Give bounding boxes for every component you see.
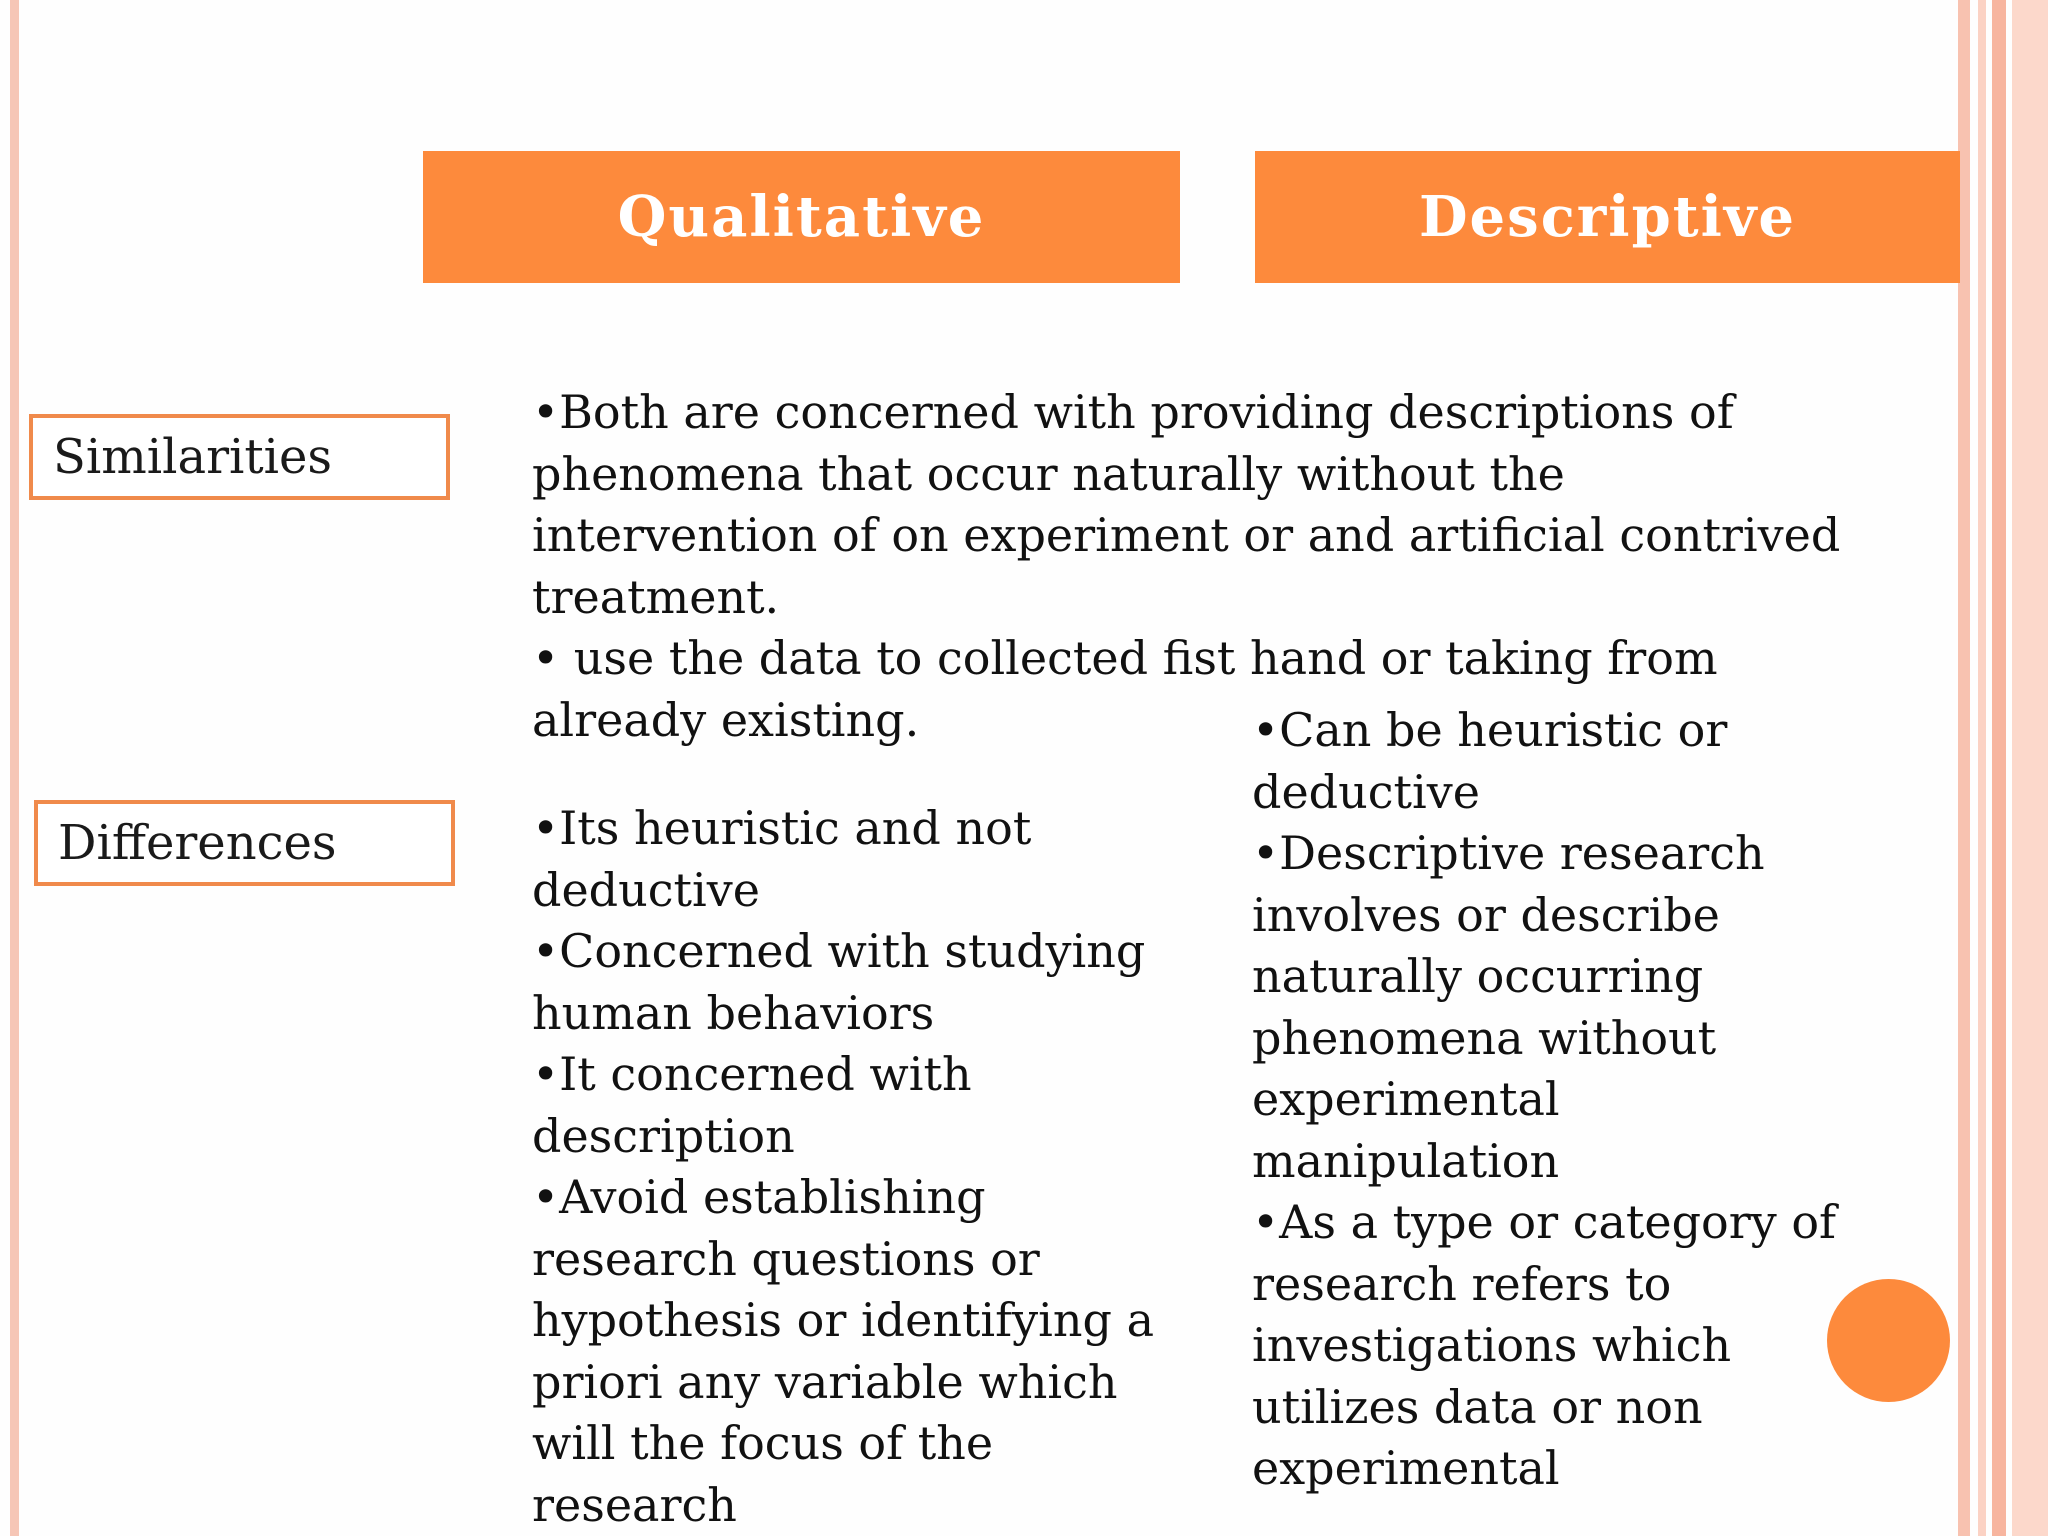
descriptive-header [1255,151,1960,283]
descriptive-differences-text: •Can be heuristic or deductive •Descriptive research involves or describe naturally occurring phenomena without experimental manipulation •As a type or category of research refers to investigations which utilizes data or non experimental [1252,703,1837,1495]
differences-label: Differences [58,815,337,871]
descriptive-header-label: Descriptive [1418,184,1797,250]
similarities-text: •Both are concerned with providing descriptions of phenomena that occur naturally without the intervention of on experiment or and artificial contrived treatment. • use the data to collected fist hand or taking from already existing. [532,385,1841,747]
qualitative-header [423,151,1180,283]
right-frame-stripe [1978,0,1986,1536]
qualitative-differences-text: •Its heuristic and not deductive •Concerned with studying human behaviors •It concerned with description •Avoid establishing research questions or hypothesis or identifying a priori any variable which will the focus of the research [532,801,1154,1532]
similarities-label-box [29,414,450,500]
similarities-label: Similarities [53,429,333,485]
differences-label-box [34,800,455,886]
right-frame-stripe [2012,0,2048,1536]
right-frame-stripe [1992,0,2006,1536]
left-frame-stripe [10,0,19,1536]
decorative-circle [1827,1279,1950,1402]
qualitative-header-label: Qualitative [617,184,986,250]
